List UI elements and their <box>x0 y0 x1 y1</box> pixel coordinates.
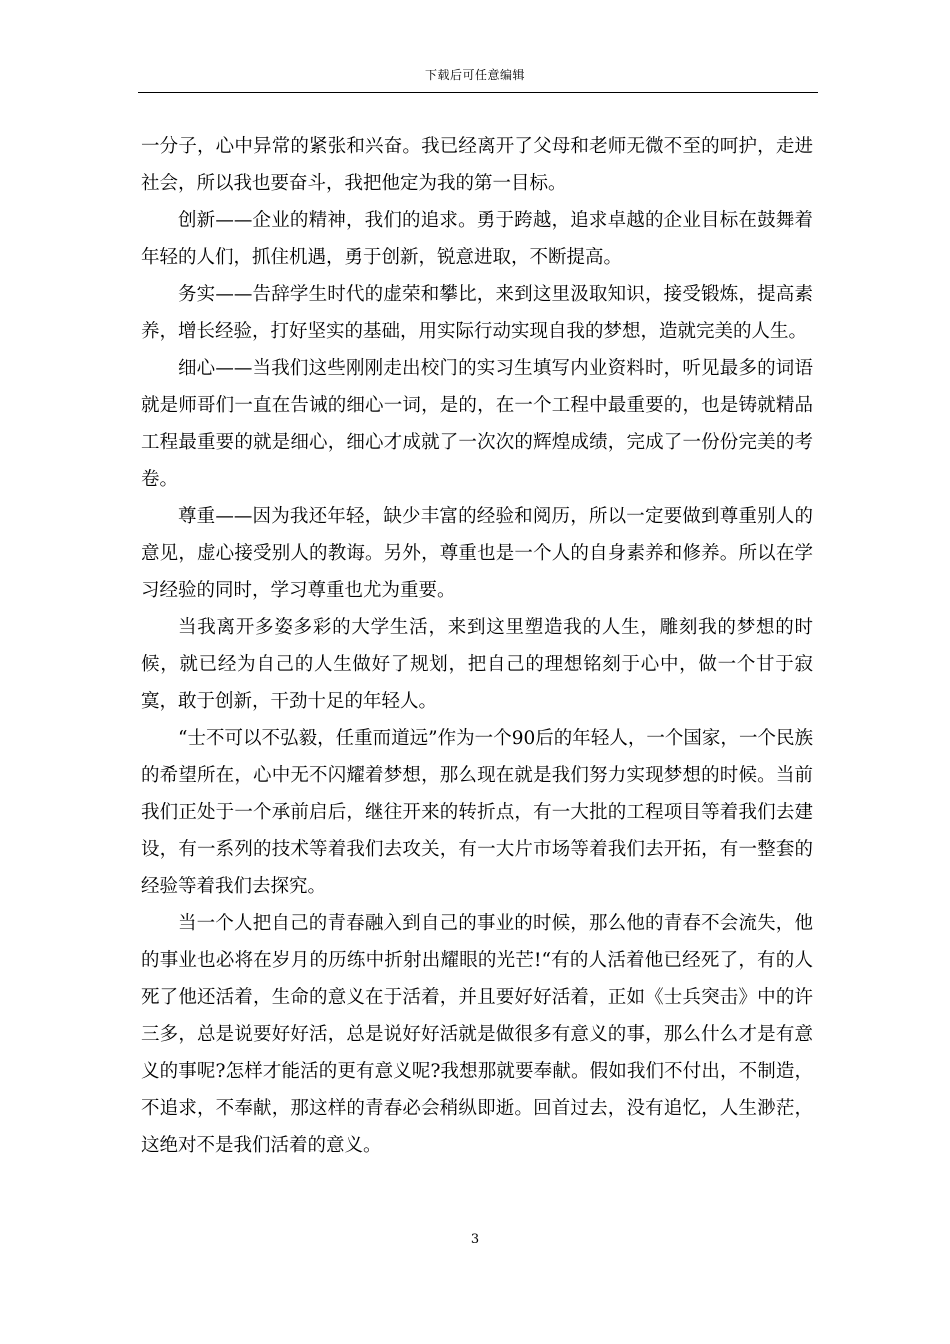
page-header: 下载后可任意编辑 <box>424 68 525 82</box>
document-body <box>141 128 813 1164</box>
paragraph-respect: 尊重——因为我还年轻，缺少丰富的经验和阅历，所以一定要做到尊重别人的意见，虚心接受别人的教诲。另外，尊重也是一个人的自身素养和修养。所以在学习经验的同时，学习尊重也尤为重要。 <box>141 506 813 601</box>
paragraph-youth: 当一个人把自己的青春融入到自己的事业的时候，那么他的青春不会流失，他的事业也必将在岁月的历练中折射出耀眼的光芒!“有的人活着他已经死了，有的人死了他还活着，生命的意义在于活着，并且要好好活着，正如《士兵突击》中的许三多，总是说要好好活，总是说好好活就是做很多有意义的事，那么什么才是有意义的事呢?怎样才能活的更有意义呢?我想那就要奉献。假如我们不付出，不制造，不追求，不奉献，那这样的青春必会稍纵即逝。回首过去，没有追忆，人生渺茫，这绝对不是我们活着的意义。 <box>141 913 813 1156</box>
paragraph-life-plan: 当我离开多姿多彩的大学生活，来到这里塑造我的人生，雕刻我的梦想的时候，就已经为自己的人生做好了规划，把自己的理想铭刻于心中，做一个甘于寂寞，敢于创新，干劲十足的年轻人。 <box>141 617 813 712</box>
paragraph-innovation: 创新——企业的精神，我们的追求。勇于跨越，追求卓越的企业目标在鼓舞着年轻的人们，抓住机遇，勇于创新，锐意进取，不断提高。 <box>141 210 813 268</box>
paragraph-dream: “士不可以不弘毅，任重而道远”作为一个90后的年轻人，一个国家，一个民族的希望所在，心中无不闪耀着梦想，那么现在就是我们努力实现梦想的时候。当前我们正处于一个承前启后，继往开来的转折点，有一大批的工程项目等着我们去建设，有一系列的技术等着我们去攻关，有一大片市场等着我们去开拓，有一整套的经验等着我们去探究。 <box>141 728 813 897</box>
paragraph-continued: 一分子，心中异常的紧张和兴奋。我已经离开了父母和老师无微不至的呵护，走进社会，所以我也要奋斗，我把他定为我的第一目标。 <box>141 136 813 194</box>
header-divider <box>138 92 818 93</box>
paragraph-carefulness: 细心——当我们这些刚刚走出校门的实习生填写内业资料时，听见最多的词语就是师哥们一直在告诫的细心一词，是的，在一个工程中最重要的，也是铸就精品工程最重要的就是细心，细心才成就了一次次的辉煌成绩，完成了一份份完美的考卷。 <box>141 358 813 490</box>
page-number: 3 <box>470 1232 480 1247</box>
paragraph-pragmatism: 务实——告辞学生时代的虚荣和攀比，来到这里汲取知识，接受锻炼，提高素养，增长经验，打好坚实的基础，用实际行动实现自我的梦想，造就完美的人生。 <box>141 284 813 342</box>
